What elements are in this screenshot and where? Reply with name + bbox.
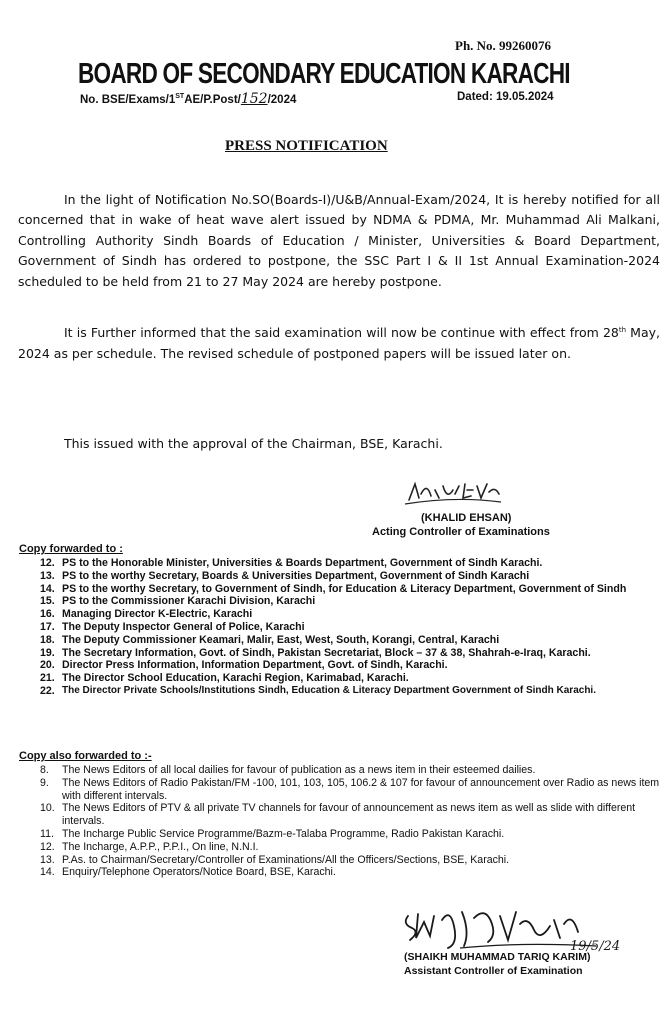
item-number: 21. xyxy=(40,672,55,685)
item-text: The News Editors of PTV & all private TV channels for favour of announcement as news item as well as slide with different intervals. xyxy=(62,802,636,828)
list-item xyxy=(40,685,660,698)
item-number: 18. xyxy=(40,633,55,646)
ref-mid: AE/P.Post/ xyxy=(184,94,241,106)
list-item xyxy=(40,557,660,570)
item-text: PS to the worthy Secretary, Boards & Universities Department, Government of Sindh Karachi xyxy=(62,569,530,582)
item-number: 13. xyxy=(40,569,55,582)
item-number: 14. xyxy=(40,866,55,879)
item-text: The News Editors of all local dailies for favour of publication as a news item in their esteemed dailies. xyxy=(62,764,536,776)
list-item xyxy=(40,672,660,685)
list-item xyxy=(40,764,660,777)
item-text: Managing Director K-Electric, Karachi xyxy=(62,608,253,621)
ref-prefix: No. BSE/Exams/1 xyxy=(80,94,176,106)
list-item xyxy=(40,659,660,672)
item-number: 9. xyxy=(40,776,49,789)
item-text: The Deputy Commissioner Keamari, Malir, East, West, South, Korangi, Central, Karachi xyxy=(62,633,500,646)
date: Dated: 19.05.2024 xyxy=(457,91,554,103)
list-item xyxy=(40,647,660,660)
copy-also-forwarded-list xyxy=(40,764,660,879)
item-number: 11. xyxy=(40,827,54,840)
ref-sup: ST xyxy=(175,93,185,101)
item-text: The Director Private Schools/Institutions Sindh, Education & Literacy Department Government of Sindh Karachi. xyxy=(62,684,596,696)
item-text: Enquiry/Telephone Operators/Notice Board, BSE, Karachi. xyxy=(62,866,336,879)
copy-forwarded-list xyxy=(40,557,660,698)
ref-suffix: /2024 xyxy=(267,94,297,106)
list-item xyxy=(40,866,660,879)
signatory-1-title: Acting Controller of Examinations xyxy=(372,526,550,538)
paragraph-2-sup: th xyxy=(618,326,627,334)
item-text: PS to the Commissioner Karachi Division, Karachi xyxy=(62,595,316,608)
item-number: 19. xyxy=(40,646,55,659)
list-item xyxy=(40,802,660,828)
phone-number: Ph. No. 99260076 xyxy=(455,38,552,53)
item-number: 10. xyxy=(40,802,55,815)
list-item xyxy=(40,583,660,596)
list-item xyxy=(40,828,660,841)
item-text: P.As. to Chairman/Secretary/Controller of Examinations/All the Officers/Sections, BSE, Karachi. xyxy=(62,853,510,866)
list-item xyxy=(40,595,660,608)
copy-also-forwarded-heading: Copy also forwarded to :- xyxy=(19,750,152,762)
list-item xyxy=(40,634,660,647)
item-number: 20. xyxy=(40,659,55,672)
list-item xyxy=(40,570,660,583)
reference-number xyxy=(80,91,296,107)
paragraph-2-text-a: It is Further informed that the said examination will now be continue with effect from 28 xyxy=(64,325,619,341)
item-number: 14. xyxy=(40,582,55,595)
item-number: 22. xyxy=(40,684,55,697)
list-item xyxy=(40,854,660,867)
list-item xyxy=(40,777,660,803)
item-text: The News Editors of Radio Pakistan/FM -100, 101, 103, 105, 106.2 & 107 for favour of announcement over Radio as news item with different intervals. xyxy=(62,776,660,802)
signatory-2-title: Assistant Controller of Examination xyxy=(404,965,583,977)
item-text: The Deputy Inspector General of Police, Karachi xyxy=(62,620,305,633)
item-number: 16. xyxy=(40,608,55,621)
item-text: The Incharge Public Service Programme/Bazm-e-Talaba Programme, Radio Pakistan Karachi. xyxy=(62,827,505,840)
item-text: The Secretary Information, Govt. of Sindh, Pakistan Secretariat, Block – 37 & 38, Shahrah-e-Iraq, Karachi. xyxy=(62,646,591,659)
paragraph-2 xyxy=(18,320,660,364)
item-number: 17. xyxy=(40,620,55,633)
handwritten-date: 19/5/24 xyxy=(570,939,621,954)
item-number: 12. xyxy=(40,840,55,853)
list-item xyxy=(40,608,660,621)
item-number: 13. xyxy=(40,853,55,866)
item-text: PS to the worthy Secretary, to Government of Sindh, for Education & Literacy Department, Government of Sindh xyxy=(62,582,627,595)
paragraph-2-text-b: May, 2024 as per schedule. The revised schedule of postponed papers will be issued later on. xyxy=(18,325,660,361)
notice-title: PRESS NOTIFICATION xyxy=(225,138,388,154)
list-item xyxy=(40,621,660,634)
paragraph-1-text: In the light of Notification No.SO(Boards-I)/U&B/Annual-Exam/2024, It is hereby notified for all concerned that in wake of heat wave alert issued by NDMA & PDMA, Mr. Muhammad Ali Malkani, Controlling Authority Sindh Boards of Education / Minister, Universities & Board Department, Government of Sindh has ordered to postpone, the SSC Part I & II 1st Annual Examination-2024 scheduled to be held from 21 to 27 May 2024 are hereby postpone. xyxy=(18,192,660,289)
item-text: Director Press Information, Information Department, Govt. of Sindh, Karachi. xyxy=(62,659,448,672)
signatory-2-name: (SHAIKH MUHAMMAD TARIQ KARIM) xyxy=(404,951,591,963)
item-text: PS to the Honorable Minister, Universities & Boards Department, Government of Sindh Karachi. xyxy=(62,557,543,569)
item-number: 12. xyxy=(40,557,55,569)
board-name-heading: BOARD OF SECONDARY EDUCATION KARACHI xyxy=(78,58,570,90)
item-text: The Incharge, A.P.P., P.P.I., On line, N.N.I. xyxy=(62,840,259,853)
signatory-1-name: (KHALID EHSAN) xyxy=(421,512,512,524)
paragraph-1 xyxy=(18,190,660,292)
copy-forwarded-heading: Copy forwarded to : xyxy=(19,543,123,555)
paragraph-3 xyxy=(18,434,660,454)
signature-khalid-ehsan xyxy=(395,472,505,512)
item-number: 8. xyxy=(40,764,49,776)
ref-handwritten-number: 152 xyxy=(240,91,268,107)
list-item xyxy=(40,841,660,854)
item-number: 15. xyxy=(40,595,55,608)
item-text: The Director School Education, Karachi Region, Karimabad, Karachi. xyxy=(62,672,409,685)
paragraph-3-text: This issued with the approval of the Chairman, BSE, Karachi. xyxy=(64,436,443,451)
